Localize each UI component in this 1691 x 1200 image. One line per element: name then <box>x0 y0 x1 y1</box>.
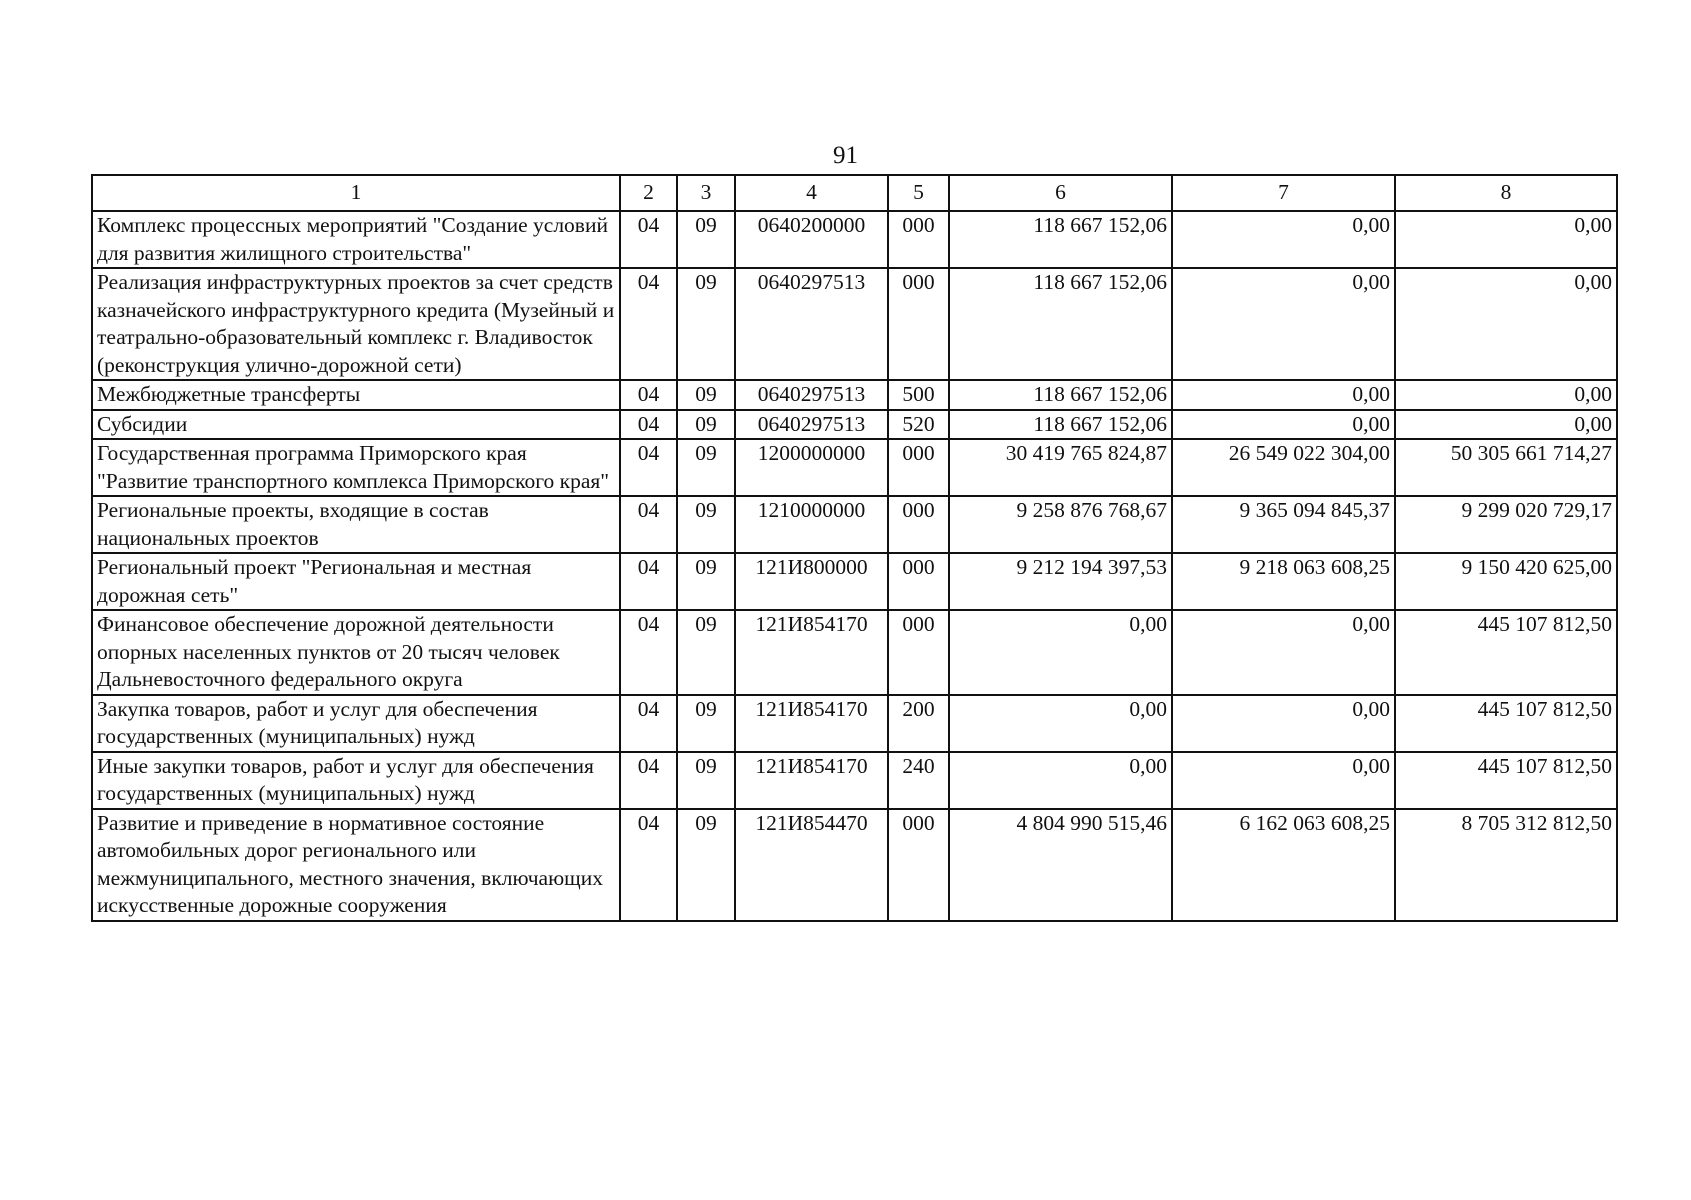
amount-col6-cell: 0,00 <box>949 695 1172 752</box>
row-name-cell: Межбюджетные трансферты <box>92 380 620 410</box>
target-article-cell: 1210000000 <box>735 496 888 553</box>
subsection-code-cell: 09 <box>677 211 735 268</box>
amount-col6-cell: 118 667 152,06 <box>949 380 1172 410</box>
amount-col7-cell: 0,00 <box>1172 410 1395 440</box>
section-code-cell: 04 <box>620 211 677 268</box>
row-name-cell: Региональный проект "Региональная и местная дорожная сеть" <box>92 553 620 610</box>
amount-col6-cell: 0,00 <box>949 610 1172 695</box>
target-article-cell: 0640200000 <box>735 211 888 268</box>
amount-col6-cell: 118 667 152,06 <box>949 268 1172 380</box>
header-cell: 2 <box>620 175 677 211</box>
target-article-cell: 1200000000 <box>735 439 888 496</box>
table-row <box>92 809 1617 921</box>
section-code-cell: 04 <box>620 752 677 809</box>
amount-col8-cell: 9 299 020 729,17 <box>1395 496 1617 553</box>
row-name-cell: Иные закупки товаров, работ и услуг для обеспечения государственных (муниципальных) нужд <box>92 752 620 809</box>
amount-col8-cell: 0,00 <box>1395 268 1617 380</box>
subsection-code-cell: 09 <box>677 752 735 809</box>
target-article-cell: 0640297513 <box>735 410 888 440</box>
subsection-code-cell: 09 <box>677 695 735 752</box>
section-code-cell: 04 <box>620 380 677 410</box>
amount-col8-cell: 445 107 812,50 <box>1395 752 1617 809</box>
row-name-cell: Субсидии <box>92 410 620 440</box>
section-code-cell: 04 <box>620 496 677 553</box>
header-cell: 5 <box>888 175 949 211</box>
amount-col8-cell: 0,00 <box>1395 410 1617 440</box>
header-row <box>92 175 1617 211</box>
section-code-cell: 04 <box>620 268 677 380</box>
subsection-code-cell: 09 <box>677 553 735 610</box>
budget-table <box>91 174 1618 922</box>
subsection-code-cell: 09 <box>677 809 735 921</box>
header-cell: 6 <box>949 175 1172 211</box>
header-cell: 3 <box>677 175 735 211</box>
expense-type-cell: 500 <box>888 380 949 410</box>
row-name-cell: Реализация инфраструктурных проектов за счет средств казначейского инфраструктурного кредита (Музейный и театрально-образовательный комплекс г. Владивосток (реконструкция улично-дорожной сети) <box>92 268 620 380</box>
table-row <box>92 380 1617 410</box>
subsection-code-cell: 09 <box>677 496 735 553</box>
section-code-cell: 04 <box>620 610 677 695</box>
section-code-cell: 04 <box>620 809 677 921</box>
table-row <box>92 496 1617 553</box>
amount-col6-cell: 118 667 152,06 <box>949 410 1172 440</box>
amount-col7-cell: 26 549 022 304,00 <box>1172 439 1395 496</box>
expense-type-cell: 000 <box>888 496 949 553</box>
table-row <box>92 410 1617 440</box>
amount-col8-cell: 0,00 <box>1395 211 1617 268</box>
amount-col7-cell: 0,00 <box>1172 610 1395 695</box>
expense-type-cell: 000 <box>888 439 949 496</box>
target-article-cell: 121И854170 <box>735 695 888 752</box>
amount-col7-cell: 0,00 <box>1172 268 1395 380</box>
amount-col7-cell: 9 218 063 608,25 <box>1172 553 1395 610</box>
expense-type-cell: 000 <box>888 211 949 268</box>
target-article-cell: 0640297513 <box>735 268 888 380</box>
target-article-cell: 121И854470 <box>735 809 888 921</box>
row-name-cell: Государственная программа Приморского края "Развитие транспортного комплекса Приморского края" <box>92 439 620 496</box>
header-cell: 8 <box>1395 175 1617 211</box>
amount-col8-cell: 9 150 420 625,00 <box>1395 553 1617 610</box>
amount-col6-cell: 30 419 765 824,87 <box>949 439 1172 496</box>
amount-col7-cell: 0,00 <box>1172 752 1395 809</box>
row-name-cell: Комплекс процессных мероприятий "Создание условий для развития жилищного строительства" <box>92 211 620 268</box>
header-cell: 7 <box>1172 175 1395 211</box>
row-name-cell: Развитие и приведение в нормативное состояние автомобильных дорог регионального или межмуниципального, местного значения, включающих искусственные дорожные сооружения <box>92 809 620 921</box>
table-row <box>92 439 1617 496</box>
amount-col7-cell: 0,00 <box>1172 380 1395 410</box>
expense-type-cell: 520 <box>888 410 949 440</box>
header-cell: 4 <box>735 175 888 211</box>
amount-col7-cell: 0,00 <box>1172 695 1395 752</box>
amount-col8-cell: 445 107 812,50 <box>1395 695 1617 752</box>
row-name-cell: Финансовое обеспечение дорожной деятельности опорных населенных пунктов от 20 тысяч человек Дальневосточного федерального округа <box>92 610 620 695</box>
row-name-cell: Закупка товаров, работ и услуг для обеспечения государственных (муниципальных) нужд <box>92 695 620 752</box>
header-cell: 1 <box>92 175 620 211</box>
table-row <box>92 610 1617 695</box>
amount-col8-cell: 50 305 661 714,27 <box>1395 439 1617 496</box>
section-code-cell: 04 <box>620 553 677 610</box>
section-code-cell: 04 <box>620 439 677 496</box>
expense-type-cell: 000 <box>888 610 949 695</box>
table-row <box>92 268 1617 380</box>
section-code-cell: 04 <box>620 410 677 440</box>
amount-col6-cell: 0,00 <box>949 752 1172 809</box>
table-row <box>92 695 1617 752</box>
amount-col6-cell: 118 667 152,06 <box>949 211 1172 268</box>
target-article-cell: 121И800000 <box>735 553 888 610</box>
page-number: 91 <box>833 142 858 169</box>
target-article-cell: 0640297513 <box>735 380 888 410</box>
subsection-code-cell: 09 <box>677 410 735 440</box>
amount-col8-cell: 0,00 <box>1395 380 1617 410</box>
amount-col6-cell: 9 212 194 397,53 <box>949 553 1172 610</box>
subsection-code-cell: 09 <box>677 610 735 695</box>
expense-type-cell: 200 <box>888 695 949 752</box>
row-name-cell: Региональные проекты, входящие в состав национальных проектов <box>92 496 620 553</box>
amount-col6-cell: 9 258 876 768,67 <box>949 496 1172 553</box>
amount-col6-cell: 4 804 990 515,46 <box>949 809 1172 921</box>
table-row <box>92 211 1617 268</box>
amount-col8-cell: 445 107 812,50 <box>1395 610 1617 695</box>
amount-col7-cell: 6 162 063 608,25 <box>1172 809 1395 921</box>
expense-type-cell: 000 <box>888 553 949 610</box>
expense-type-cell: 000 <box>888 268 949 380</box>
section-code-cell: 04 <box>620 695 677 752</box>
table-row <box>92 553 1617 610</box>
subsection-code-cell: 09 <box>677 380 735 410</box>
expense-type-cell: 240 <box>888 752 949 809</box>
target-article-cell: 121И854170 <box>735 610 888 695</box>
subsection-code-cell: 09 <box>677 439 735 496</box>
amount-col8-cell: 8 705 312 812,50 <box>1395 809 1617 921</box>
subsection-code-cell: 09 <box>677 268 735 380</box>
table-row <box>92 752 1617 809</box>
amount-col7-cell: 9 365 094 845,37 <box>1172 496 1395 553</box>
expense-type-cell: 000 <box>888 809 949 921</box>
amount-col7-cell: 0,00 <box>1172 211 1395 268</box>
target-article-cell: 121И854170 <box>735 752 888 809</box>
